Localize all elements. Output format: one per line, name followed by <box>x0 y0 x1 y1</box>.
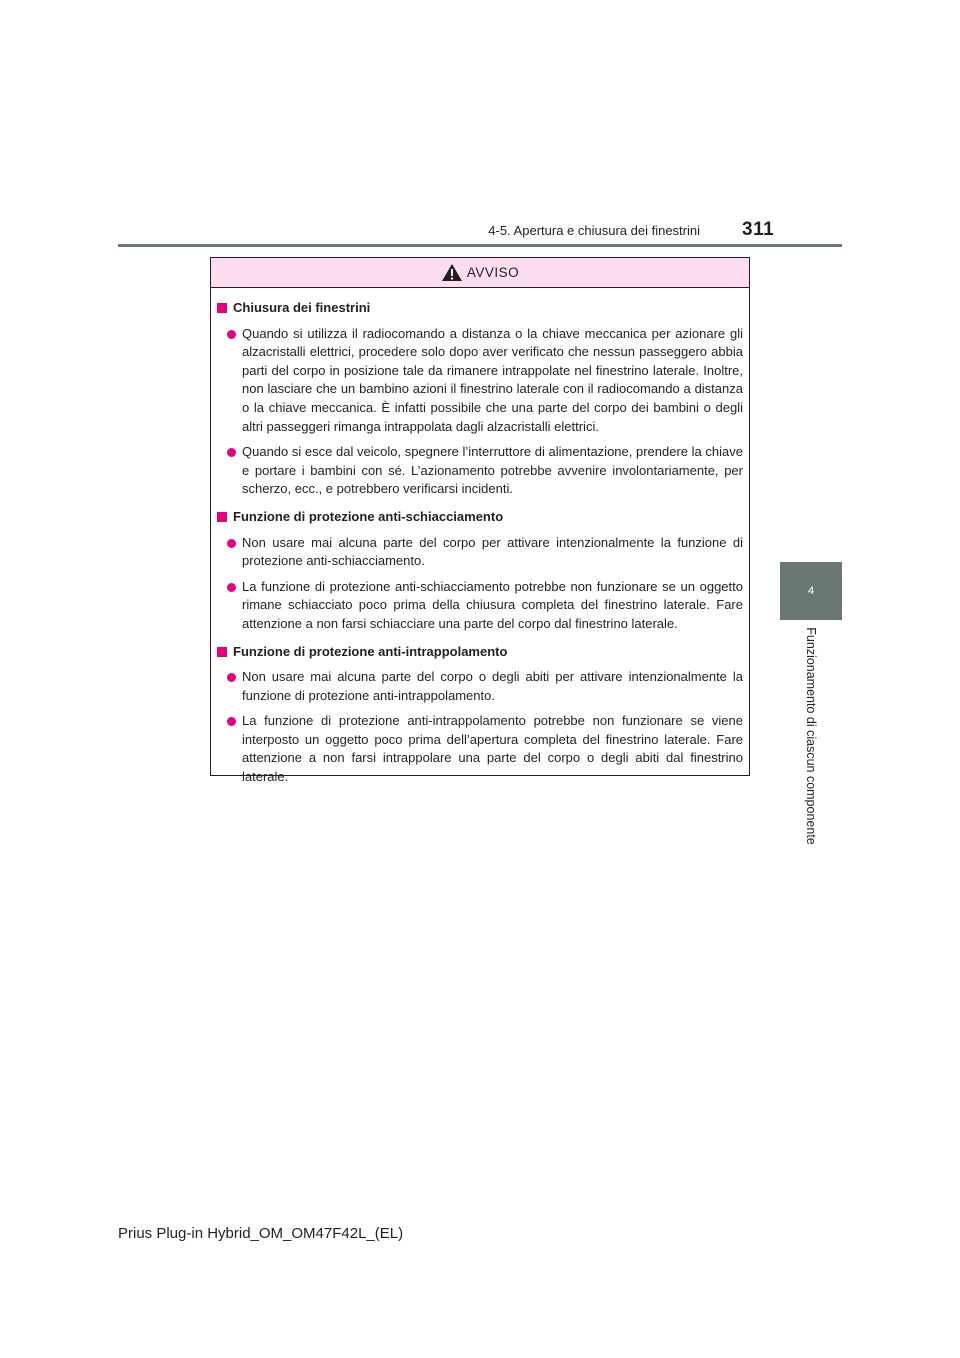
square-bullet-icon <box>217 512 227 522</box>
section-heading <box>217 299 743 318</box>
bullet-item <box>217 712 743 786</box>
warning-title: AVVISO <box>466 265 520 280</box>
section-heading <box>217 508 743 527</box>
square-bullet-icon <box>217 303 227 313</box>
section-heading <box>217 643 743 662</box>
section-heading-text: Funzione di protezione anti-intrappolamento <box>233 643 508 659</box>
circle-bullet-icon <box>227 330 236 339</box>
header-divider <box>118 244 842 247</box>
circle-bullet-icon <box>227 539 236 548</box>
warning-body <box>211 288 749 787</box>
warning-triangle-icon <box>441 263 463 282</box>
bullet-text: Quando si esce dal veicolo, spegnere l’interruttore di alimentazione, prendere la chiave e portare i bambini con sé. L’azionamento potrebbe avvenire involontariamente, per scherzo, ecc., e potrebbero verificarsi incidenti. <box>242 444 743 497</box>
circle-bullet-icon <box>227 583 236 592</box>
page-number: 311 <box>742 219 775 240</box>
warning-section <box>217 508 743 634</box>
circle-bullet-icon <box>227 448 236 457</box>
warning-box <box>210 257 750 785</box>
bullet-text: La funzione di protezione anti-intrappolamento potrebbe non funzionare se viene interposto un oggetto poco prima dell’apertura completa del finestrino laterale. Fare attenzione a non farsi intrappolare una parte del corpo o degli abiti dal finestrino laterale. <box>242 713 743 785</box>
bullet-item <box>217 325 743 437</box>
bullet-text: Non usare mai alcuna parte del corpo o degli abiti per attivare intenzionalmente la funzione di protezione anti-intrappolamento. <box>242 669 743 703</box>
bullet-item <box>217 443 743 499</box>
circle-bullet-icon <box>227 673 236 682</box>
bullet-text: La funzione di protezione anti-schiacciamento potrebbe non funzionare se un oggetto rimane schiacciato poco prima della chiusura completa del finestrino laterale. Fare attenzione a non farsi schiacciare una parte del corpo dal finestrino laterale. <box>242 578 743 631</box>
chapter-title-vertical: Funzionamento di ciascun componente <box>804 627 818 845</box>
warning-section <box>217 643 743 787</box>
section-heading-text: Chiusura dei finestrini <box>233 300 371 315</box>
chapter-number: 4 <box>807 585 815 597</box>
square-bullet-icon <box>217 647 227 657</box>
warning-header <box>211 258 749 288</box>
bullet-text: Non usare mai alcuna parte del corpo per attivare intenzionalmente la funzione di protezione anti-schiacciamento. <box>242 534 743 569</box>
section-heading-text: Funzione di protezione anti-schiacciamento <box>233 508 504 524</box>
header-section-title: 4-5. Apertura e chiusura dei finestrini <box>488 223 700 238</box>
chapter-tab <box>780 562 842 620</box>
circle-bullet-icon <box>227 717 236 726</box>
bullet-text: Quando si utilizza il radiocomando a distanza o la chiave meccanica per azionare gli alzacristalli elettrici, procedere solo dopo aver verificato che nessun passeggero abbia parti del corpo in posizione tale da rimanere intrappolate nel finestrino laterale. Inoltre, non lasciare che un bambino azioni il finestrino laterale con il radiocomando a distanza o la chiave meccanica. È infatti possibile che una parte del corpo dei bambini o degli altri passeggeri rimanga intrappolata dagli alzacristalli elettrici. <box>242 325 743 434</box>
bullet-item <box>217 578 743 634</box>
warning-section <box>217 299 743 499</box>
footer-document-id: Prius Plug-in Hybrid_OM_OM47F42L_(EL) <box>118 1225 404 1242</box>
bullet-item <box>217 534 743 571</box>
bullet-item <box>217 668 743 705</box>
